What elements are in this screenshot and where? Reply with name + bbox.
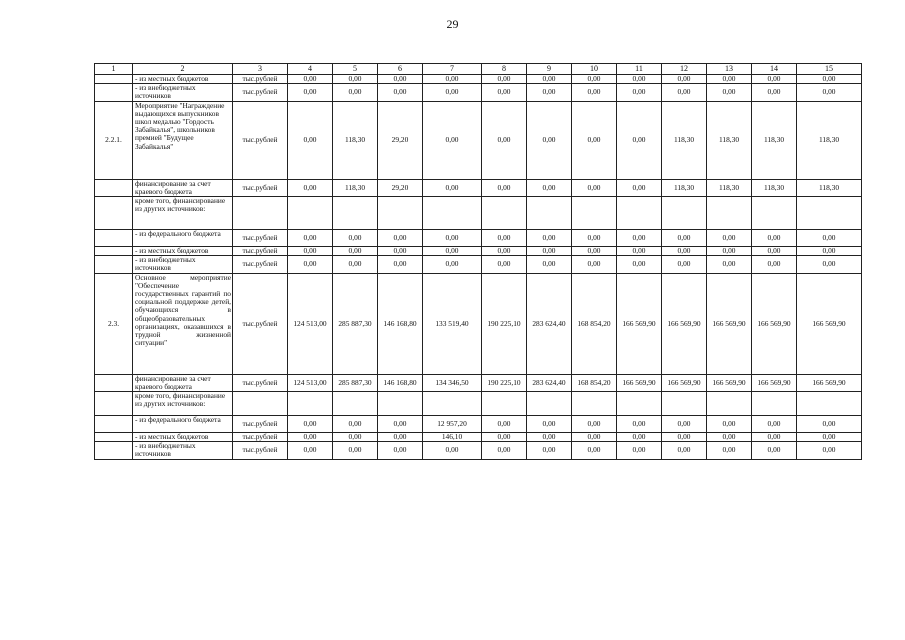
row-description: - из местных бюджетов (133, 75, 233, 84)
column-header: 6 (378, 64, 423, 75)
table-row (95, 256, 862, 273)
value-cell: 166 569,90 (662, 374, 707, 391)
row-description: - из внебюджетных источников (133, 84, 233, 101)
column-header: 7 (423, 64, 482, 75)
row-description: - из федерального бюджета (133, 230, 233, 247)
value-cell: 0,00 (333, 84, 378, 101)
value-cell: 0,00 (617, 433, 662, 442)
value-cell: 0,00 (527, 442, 572, 459)
value-cell: 0,00 (482, 230, 527, 247)
value-cell: 0,00 (572, 442, 617, 459)
value-cell: 0,00 (527, 84, 572, 101)
value-cell: 0,00 (288, 101, 333, 179)
value-cell: 0,00 (752, 230, 797, 247)
value-cell: 0,00 (527, 256, 572, 273)
value-cell: 124 513,00 (288, 273, 333, 374)
table-row (95, 101, 862, 179)
value-cell: 0,00 (527, 179, 572, 196)
value-cell: 0,00 (423, 247, 482, 256)
value-cell: 118,30 (707, 179, 752, 196)
page-number: 29 (446, 17, 459, 31)
value-cell: 0,00 (617, 256, 662, 273)
row-number (95, 75, 133, 84)
value-cell: 166 569,90 (617, 273, 662, 374)
value-cell (482, 197, 527, 230)
row-description: - из местных бюджетов (133, 247, 233, 256)
value-cell: 0,00 (752, 84, 797, 101)
value-cell: 166 569,90 (752, 374, 797, 391)
value-cell: 168 854,20 (572, 374, 617, 391)
value-cell: 0,00 (617, 101, 662, 179)
value-cell: 283 624,40 (527, 374, 572, 391)
value-cell: 0,00 (572, 416, 617, 433)
value-cell: 0,00 (482, 101, 527, 179)
value-cell: 0,00 (378, 84, 423, 101)
value-cell: 0,00 (482, 433, 527, 442)
row-unit: тыс.рублей (233, 179, 288, 196)
value-cell: 0,00 (288, 75, 333, 84)
row-number (95, 374, 133, 391)
row-number (95, 247, 133, 256)
value-cell: 0,00 (482, 416, 527, 433)
value-cell: 118,30 (662, 101, 707, 179)
row-unit: тыс.рублей (233, 416, 288, 433)
value-cell (333, 392, 378, 416)
column-header: 14 (752, 64, 797, 75)
value-cell: 0,00 (707, 416, 752, 433)
value-cell: 0,00 (572, 230, 617, 247)
row-description: - из федерального бюджета (133, 416, 233, 433)
value-cell: 0,00 (797, 84, 862, 101)
value-cell: 0,00 (572, 256, 617, 273)
value-cell (288, 197, 333, 230)
value-cell: 133 519,40 (423, 273, 482, 374)
value-cell: 0,00 (423, 230, 482, 247)
row-description: Основное мероприятие "Обеспечение государственных гарантий по социальной поддержке детей, обучающихся в общеобразовательных организациях, оказавшихся в трудной жизненной ситуации" (133, 273, 233, 374)
value-cell: 118,30 (333, 101, 378, 179)
value-cell: 166 569,90 (707, 273, 752, 374)
value-cell: 166 569,90 (617, 374, 662, 391)
value-cell: 134 346,50 (423, 374, 482, 391)
value-cell: 0,00 (707, 75, 752, 84)
value-cell: 0,00 (423, 179, 482, 196)
value-cell (482, 392, 527, 416)
value-cell (662, 197, 707, 230)
value-cell: 0,00 (527, 101, 572, 179)
value-cell: 0,00 (752, 75, 797, 84)
value-cell: 0,00 (572, 433, 617, 442)
value-cell: 0,00 (423, 442, 482, 459)
value-cell (662, 392, 707, 416)
value-cell: 118,30 (707, 101, 752, 179)
value-cell (423, 392, 482, 416)
value-cell: 118,30 (797, 101, 862, 179)
row-description: финансирование за счет краевого бюджета (133, 374, 233, 391)
value-cell: 0,00 (752, 416, 797, 433)
row-unit: тыс.рублей (233, 442, 288, 459)
value-cell: 0,00 (707, 247, 752, 256)
value-cell: 166 569,90 (797, 273, 862, 374)
value-cell: 118,30 (662, 179, 707, 196)
value-cell: 166 569,90 (707, 374, 752, 391)
value-cell: 124 513,00 (288, 374, 333, 391)
table-row (95, 84, 862, 101)
value-cell: 0,00 (288, 230, 333, 247)
column-header: 9 (527, 64, 572, 75)
value-cell: 0,00 (333, 230, 378, 247)
value-cell: 190 225,10 (482, 273, 527, 374)
value-cell: 0,00 (482, 256, 527, 273)
value-cell: 0,00 (617, 247, 662, 256)
row-description: финансирование за счет краевого бюджета (133, 179, 233, 196)
row-unit: тыс.рублей (233, 230, 288, 247)
table-row (95, 392, 862, 416)
table-row (95, 230, 862, 247)
column-header: 11 (617, 64, 662, 75)
value-cell: 146 168,80 (378, 374, 423, 391)
value-cell: 0,00 (288, 179, 333, 196)
value-cell (527, 197, 572, 230)
value-cell: 0,00 (288, 256, 333, 273)
value-cell: 0,00 (333, 256, 378, 273)
column-header: 8 (482, 64, 527, 75)
value-cell: 0,00 (662, 433, 707, 442)
table-row (95, 247, 862, 256)
table-row (95, 416, 862, 433)
row-number (95, 442, 133, 459)
row-unit: тыс.рублей (233, 273, 288, 374)
value-cell (378, 197, 423, 230)
value-cell: 0,00 (572, 247, 617, 256)
value-cell: 146,10 (423, 433, 482, 442)
value-cell: 0,00 (752, 256, 797, 273)
row-number (95, 230, 133, 247)
value-cell: 0,00 (617, 75, 662, 84)
value-cell: 166 569,90 (662, 273, 707, 374)
row-unit: тыс.рублей (233, 84, 288, 101)
table-row (95, 197, 862, 230)
value-cell: 0,00 (572, 84, 617, 101)
value-cell: 0,00 (662, 84, 707, 101)
value-cell: 0,00 (572, 101, 617, 179)
column-header: 1 (95, 64, 133, 75)
row-unit: тыс.рублей (233, 75, 288, 84)
row-number: 2.2.1. (95, 101, 133, 179)
row-unit: тыс.рублей (233, 374, 288, 391)
value-cell: 0,00 (572, 179, 617, 196)
value-cell: 0,00 (423, 101, 482, 179)
row-number (95, 392, 133, 416)
value-cell: 285 887,30 (333, 374, 378, 391)
value-cell: 0,00 (482, 75, 527, 84)
value-cell: 0,00 (572, 75, 617, 84)
value-cell: 0,00 (797, 433, 862, 442)
value-cell (797, 197, 862, 230)
value-cell: 0,00 (707, 256, 752, 273)
row-description: кроме того, финансирование из других источников: (133, 392, 233, 416)
row-unit: тыс.рублей (233, 101, 288, 179)
value-cell (288, 392, 333, 416)
table-row (95, 179, 862, 196)
value-cell: 0,00 (288, 247, 333, 256)
value-cell (752, 197, 797, 230)
value-cell: 166 569,90 (797, 374, 862, 391)
value-cell (752, 392, 797, 416)
value-cell (707, 197, 752, 230)
value-cell: 118,30 (752, 179, 797, 196)
value-cell: 0,00 (482, 247, 527, 256)
value-cell: 0,00 (617, 442, 662, 459)
value-cell: 118,30 (752, 101, 797, 179)
value-cell: 0,00 (333, 247, 378, 256)
value-cell: 0,00 (527, 433, 572, 442)
column-header: 3 (233, 64, 288, 75)
value-cell: 29,20 (378, 101, 423, 179)
value-cell: 0,00 (527, 230, 572, 247)
value-cell: 0,00 (378, 247, 423, 256)
value-cell: 0,00 (527, 247, 572, 256)
value-cell: 0,00 (662, 442, 707, 459)
value-cell: 0,00 (797, 442, 862, 459)
value-cell: 0,00 (378, 433, 423, 442)
table-row (95, 442, 862, 459)
value-cell: 0,00 (662, 256, 707, 273)
row-number (95, 256, 133, 273)
value-cell: 0,00 (288, 433, 333, 442)
row-description: - из местных бюджетов (133, 433, 233, 442)
value-cell: 0,00 (527, 75, 572, 84)
value-cell: 0,00 (288, 84, 333, 101)
row-unit (233, 392, 288, 416)
value-cell (333, 197, 378, 230)
table-row (95, 273, 862, 374)
value-cell: 118,30 (333, 179, 378, 196)
table-body (95, 64, 862, 460)
value-cell: 118,30 (797, 179, 862, 196)
row-unit: тыс.рублей (233, 433, 288, 442)
value-cell: 0,00 (752, 433, 797, 442)
value-cell: 0,00 (617, 84, 662, 101)
value-cell: 0,00 (617, 416, 662, 433)
row-description: Мероприятие "Награждение выдающихся выпускников школ медалью "Гордость Забайкалья", школьников премией "Будущее Забайкалья" (133, 101, 233, 179)
row-number (95, 416, 133, 433)
column-header: 4 (288, 64, 333, 75)
value-cell: 0,00 (482, 84, 527, 101)
row-number (95, 84, 133, 101)
table-row (95, 374, 862, 391)
row-unit: тыс.рублей (233, 247, 288, 256)
value-cell: 0,00 (378, 230, 423, 247)
value-cell: 0,00 (617, 179, 662, 196)
value-cell: 0,00 (378, 416, 423, 433)
value-cell: 0,00 (288, 416, 333, 433)
value-cell: 146 168,80 (378, 273, 423, 374)
value-cell (617, 197, 662, 230)
value-cell: 0,00 (662, 247, 707, 256)
value-cell: 0,00 (423, 256, 482, 273)
value-cell (797, 392, 862, 416)
value-cell: 0,00 (662, 416, 707, 433)
value-cell: 190 225,10 (482, 374, 527, 391)
value-cell: 0,00 (482, 442, 527, 459)
value-cell (423, 197, 482, 230)
row-description: - из внебюджетных источников (133, 442, 233, 459)
row-number (95, 433, 133, 442)
value-cell: 168 854,20 (572, 273, 617, 374)
row-description: кроме того, финансирование из других источников: (133, 197, 233, 230)
value-cell: 0,00 (333, 442, 378, 459)
row-number (95, 197, 133, 230)
value-cell: 0,00 (482, 179, 527, 196)
value-cell: 0,00 (707, 84, 752, 101)
table-row (95, 433, 862, 442)
value-cell: 0,00 (707, 442, 752, 459)
row-description: - из внебюджетных источников (133, 256, 233, 273)
value-cell: 0,00 (797, 416, 862, 433)
row-number (95, 179, 133, 196)
value-cell: 0,00 (797, 256, 862, 273)
value-cell: 283 624,40 (527, 273, 572, 374)
value-cell: 0,00 (797, 230, 862, 247)
value-cell: 0,00 (797, 75, 862, 84)
value-cell (378, 392, 423, 416)
value-cell: 0,00 (333, 433, 378, 442)
budget-table (94, 63, 862, 460)
column-header: 10 (572, 64, 617, 75)
value-cell (572, 197, 617, 230)
row-number: 2.3. (95, 273, 133, 374)
value-cell: 0,00 (423, 84, 482, 101)
value-cell: 285 887,30 (333, 273, 378, 374)
value-cell: 29,20 (378, 179, 423, 196)
value-cell: 0,00 (662, 75, 707, 84)
value-cell: 0,00 (378, 442, 423, 459)
value-cell: 0,00 (662, 230, 707, 247)
value-cell: 0,00 (752, 442, 797, 459)
value-cell: 0,00 (797, 247, 862, 256)
value-cell: 0,00 (617, 230, 662, 247)
value-cell: 0,00 (527, 416, 572, 433)
value-cell: 0,00 (378, 75, 423, 84)
row-unit: тыс.рублей (233, 256, 288, 273)
value-cell: 0,00 (288, 442, 333, 459)
column-header: 2 (133, 64, 233, 75)
value-cell: 0,00 (333, 416, 378, 433)
row-unit (233, 197, 288, 230)
value-cell: 166 569,90 (752, 273, 797, 374)
value-cell (617, 392, 662, 416)
value-cell: 0,00 (333, 75, 378, 84)
value-cell: 12 957,20 (423, 416, 482, 433)
column-header-row (95, 64, 862, 75)
column-header: 12 (662, 64, 707, 75)
value-cell (572, 392, 617, 416)
value-cell (527, 392, 572, 416)
value-cell: 0,00 (707, 230, 752, 247)
value-cell: 0,00 (707, 433, 752, 442)
value-cell: 0,00 (752, 247, 797, 256)
value-cell: 0,00 (423, 75, 482, 84)
column-header: 15 (797, 64, 862, 75)
value-cell (707, 392, 752, 416)
value-cell: 0,00 (378, 256, 423, 273)
table-row (95, 75, 862, 84)
column-header: 5 (333, 64, 378, 75)
column-header: 13 (707, 64, 752, 75)
